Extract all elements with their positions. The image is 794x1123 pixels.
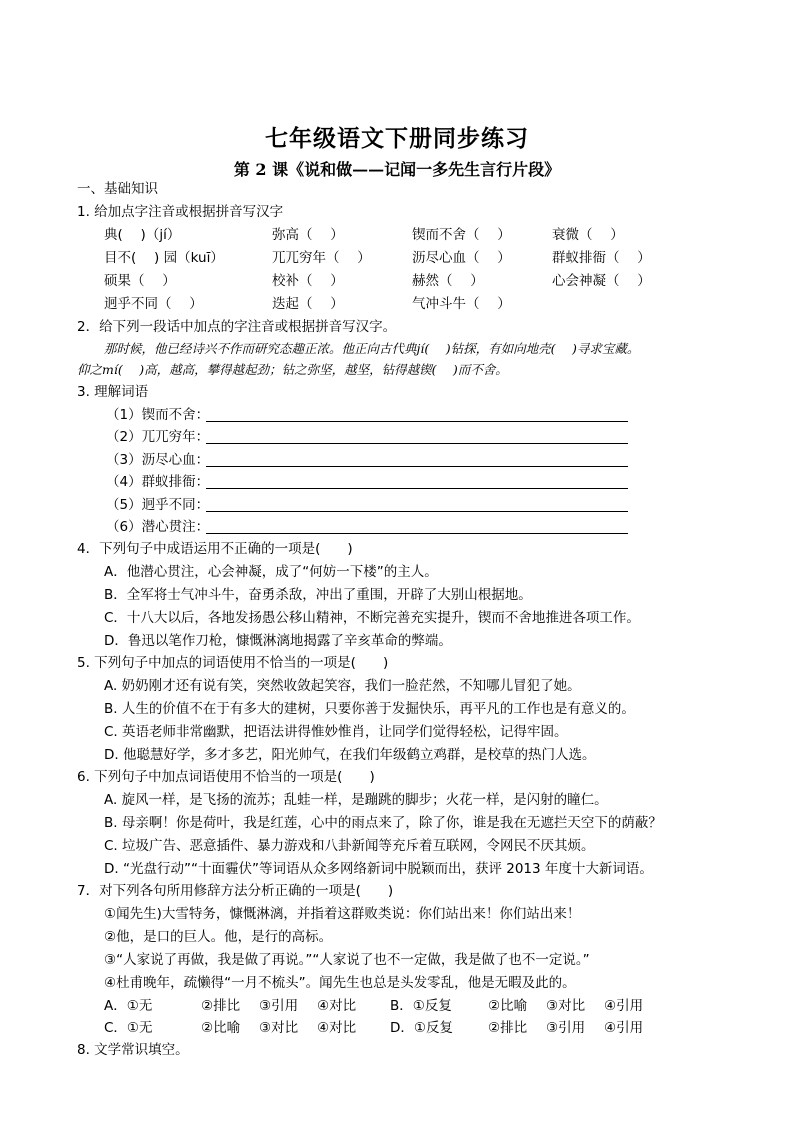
q1-cell: 衰微（ ） [552, 227, 624, 243]
q1-cell: 锲而不舍（ ） [412, 227, 511, 243]
q1-cell: 兀兀穷年（ ） [272, 250, 371, 266]
q6-option: A. 旋风一样，是飞扬的流苏；乱蛙一样，是蹦跳的脚步；火花一样，是闪射的瞳仁。 [104, 792, 608, 808]
q4-option: A．他潜心贯注，心会神凝，成了“何妨一下楼”的主人。 [104, 564, 438, 580]
q5-option: C. 英语老师非常幽默，把语法讲得惟妙惟肖，让同学们觉得轻松，记得牢固。 [104, 724, 568, 740]
q6-option: D. “光盘行动”“十面霾伏”等词语从众多网络新词中脱颖而出，获评 2013 年度十大新词语。 [104, 861, 653, 877]
term-label: （3）沥尽心血： [106, 452, 210, 468]
q6-option: B. 母亲啊！你是荷叶，我是红莲，心中的雨点来了，除了你，谁是我在无遮拦天空下的荫蔽？ [104, 815, 662, 831]
q7-choice: ③引用 [259, 998, 299, 1014]
q7-sentence: ①闻先生)大雪特务，慷慨淋漓，并指着这群败类说：你们站出来！你们站出来！ [104, 906, 581, 922]
section-heading: 一、基础知识 [77, 181, 158, 197]
question-4-stem: 4．下列句子中成语运用不正确的一项是( ) [77, 541, 353, 557]
term-label: （2）兀兀穷年： [106, 429, 210, 445]
q7-choice: ②比喻 [488, 998, 528, 1014]
q7-choice: ②排比 [201, 998, 241, 1014]
q1-cell: 目不( ) 园（kuī） [104, 250, 224, 266]
term-label: （6）潜心贯注： [106, 519, 210, 535]
q4-option: D．鲁迅以笔作刀枪，慷慨淋漓地揭露了辛亥革命的弊端。 [104, 633, 452, 649]
q7-choice: ④对比 [317, 998, 357, 1014]
q1-cell: 心会神凝（ ） [552, 273, 651, 289]
q6-option: C. 垃圾广告、恶意插件、暴力游戏和八卦新闻等充斥着互联网，令网民不厌其烦。 [104, 838, 595, 854]
question-8-stem: 8. 文学常识填空。 [77, 1042, 189, 1058]
q7-choice: ④引用 [604, 1020, 644, 1036]
page-title: 七年级语文下册同步练习 [265, 125, 529, 152]
question-3-stem: 3. 理解词语 [77, 384, 149, 400]
q4-option: B．全军将士气冲斗牛，奋勇杀敌，冲出了重围，开辟了大别山根据地。 [104, 587, 532, 603]
question-5-stem: 5. 下列句子中加点的词语使用不恰当的一项是( ) [77, 655, 389, 671]
q7-sentence: ④杜甫晚年，疏懒得“一月不梳头”。闻先生也总是头发零乱，他是无暇及此的。 [104, 975, 576, 991]
q4-option: C．十八大以后，各地发扬愚公移山精神，不断完善充实提升，锲而不舍地推进各项工作。 [104, 610, 640, 626]
q7-choice: ③引用 [546, 1020, 586, 1036]
q7-choice: C．①无 [104, 1020, 153, 1036]
q2-paragraph-line-1: 那时候，他已经诗兴不作而研究态趣正浓。他正向古代典jí( )钻探，有如向地壳( )寻求宝藏。 [104, 341, 640, 356]
lesson-subtitle: 第 2 课《说和做——记闻一多先生言行片段》 [233, 160, 561, 179]
q5-option: A. 奶奶刚才还有说有笑，突然收敛起笑容，我们一脸茫然，不知哪儿冒犯了她。 [104, 678, 581, 694]
q5-option: D. 他聪慧好学，多才多艺，阳光帅气，在我们年级鹤立鸡群，是校草的热门人选。 [104, 747, 596, 763]
term-label: （4）群蚁排衙： [106, 474, 210, 490]
q1-cell: 迭起（ ） [272, 296, 344, 312]
q2-paragraph-line-2: 仰之mí( )高，越高，攀得越起劲；钻之弥坚，越坚，钻得越锲( )而不舍。 [77, 362, 508, 377]
q1-cell: 弥高（ ） [272, 227, 344, 243]
answer-line [206, 443, 628, 444]
question-1-stem: 1. 给加点字注音或根据拼音写汉字 [77, 204, 284, 220]
answer-line [206, 421, 628, 422]
answer-line [206, 511, 628, 512]
q7-choice: ②比喻 [201, 1020, 241, 1036]
q7-choice: D．①反复 [390, 1020, 453, 1036]
answer-line [206, 533, 628, 534]
q1-cell: 迥乎不同（ ） [104, 296, 203, 312]
question-2-stem: 2．给下列一段话中加点的字注音或根据拼音写汉字。 [77, 319, 397, 335]
q7-choice: ④引用 [604, 998, 644, 1014]
answer-line [206, 466, 628, 467]
q1-cell: 硕果（ ） [104, 273, 176, 289]
question-7-stem: 7．对下列各句所用修辞方法分析正确的一项是( ) [77, 883, 394, 899]
q7-choice: ③对比 [259, 1020, 299, 1036]
q7-choice: A．①无 [104, 998, 153, 1014]
q1-cell: 典( )（jí） [104, 227, 181, 243]
q1-cell: 群蚁排衙（ ） [552, 250, 651, 266]
answer-line [206, 488, 628, 489]
q7-choice: ④对比 [317, 1020, 357, 1036]
q1-cell: 气冲斗牛（ ） [412, 296, 511, 312]
q7-choice: ②排比 [488, 1020, 528, 1036]
term-label: （1）锲而不舍： [106, 407, 210, 423]
q7-choice: ③对比 [546, 998, 586, 1014]
q1-cell: 沥尽心血（ ） [412, 250, 511, 266]
q7-choice: B．①反复 [390, 998, 452, 1014]
q1-cell: 赫然（ ） [412, 273, 484, 289]
term-label: （5）迥乎不同： [106, 497, 210, 513]
q7-sentence: ③“人家说了再做，我是做了再说。”“人家说了也不一定做，我是做了也不一定说。” [104, 952, 590, 968]
q7-sentence: ②他，是口的巨人。他，是行的高标。 [104, 929, 333, 945]
q1-cell: 校补（ ） [272, 273, 344, 289]
q5-option: B. 人生的价值不在于有多大的建树，只要你善于发掘快乐，再平凡的工作也是有意义的。 [104, 701, 635, 717]
question-6-stem: 6. 下列句子中加点词语使用不恰当的一项是( ) [77, 769, 375, 785]
